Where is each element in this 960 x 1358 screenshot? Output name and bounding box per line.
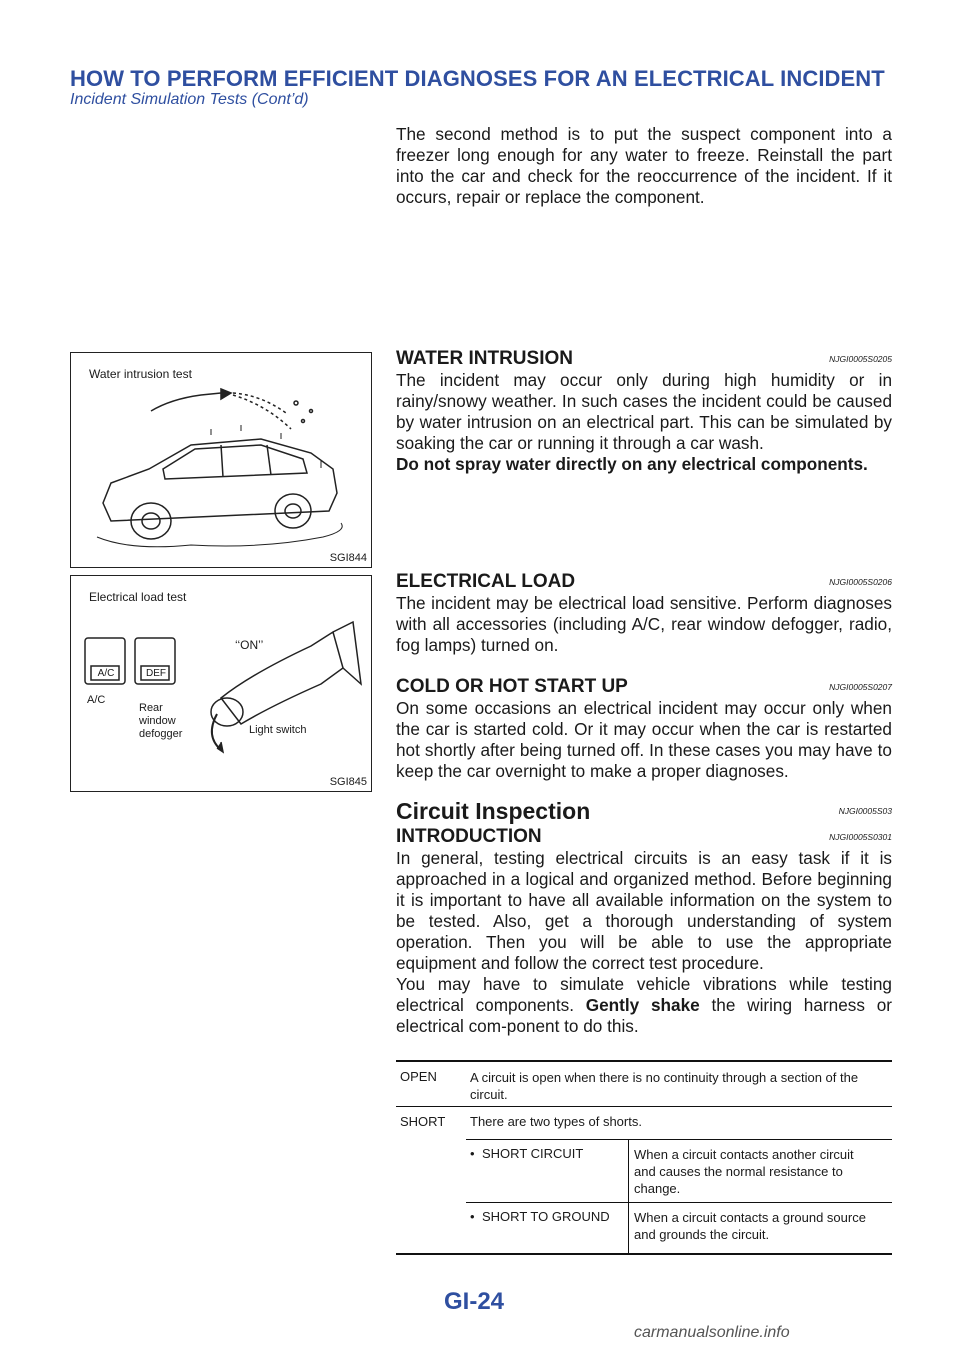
definition-cell: When a circuit contacts another circuit and causes the normal resistance to change. xyxy=(634,1147,854,1196)
water-intrusion-section xyxy=(396,348,892,475)
defogger-caption: Rear window defogger xyxy=(139,702,183,740)
figure-code: SGI845 xyxy=(329,776,367,788)
intro-paragraph: The second method is to put the suspect component into a freezer long enough for any water to freeze. Reinstall the part into the car and check for the reoccurrence of the incident. If it occurs, repair or replace the component. xyxy=(396,124,892,207)
column-divider xyxy=(628,1140,629,1202)
electrical-load-section xyxy=(396,571,892,656)
table-row xyxy=(396,1107,892,1139)
page-number: GI-24 xyxy=(444,1288,505,1315)
section-heading: ELECTRICAL LOAD NJGI0005S0206 xyxy=(396,571,892,592)
table-row xyxy=(466,1139,892,1202)
water-intrusion-figure xyxy=(70,352,372,568)
section-title: Circuit Inspection NJGI0005S03 xyxy=(396,798,892,824)
section-text: On some occasions an electrical incident may occur only when the car is started cold. Or it may occur when the car is restarted hot shortly after being turned off. In these cases you may have to keep the car overnight to make a proper diagnoses. xyxy=(396,698,892,781)
term-cell: SHORT xyxy=(400,1114,446,1129)
light-switch-caption: Light switch xyxy=(249,724,307,736)
electrical-load-figure xyxy=(70,575,372,792)
column-divider xyxy=(628,1203,629,1253)
circuit-inspection-section xyxy=(396,798,892,1037)
watermark-site: carmanualsonline.info xyxy=(634,1324,790,1341)
section-text: In general, testing electrical circuits is an easy task if it is approached in a logical and organized method. Before beginning it is important to have all available information on the system to be tested. Also, get a thorough understanding of system operation. Then you will be able to use the appropriate equipment and follow the correct test procedure. xyxy=(396,848,892,973)
term-cell: OPEN xyxy=(400,1069,437,1084)
warning-text: Do not spray water directly on any electrical components. xyxy=(396,454,868,474)
section-text: The incident may be electrical load sensitive. Perform diagnoses with all accessories (including A/C, rear window defogger, radio, fog lamps) turned on. xyxy=(396,593,892,655)
ac-button-label: A/C xyxy=(97,668,115,679)
on-caption: ‘‘ON’’ xyxy=(235,638,264,652)
figure-code: SGI844 xyxy=(329,552,367,564)
table-row xyxy=(396,1062,892,1107)
bullet: • xyxy=(470,1146,475,1161)
figure-title: Electrical load test xyxy=(89,590,187,604)
subsection-heading: INTRODUCTION NJGI0005S0301 xyxy=(396,826,892,847)
table-row xyxy=(466,1202,892,1253)
ac-caption: A/C xyxy=(87,694,106,706)
page-header-subtitle: Incident Simulation Tests (Cont’d) xyxy=(70,91,309,108)
section-heading: WATER INTRUSION NJGI0005S0205 xyxy=(396,348,892,369)
figure-title: Water intrusion test xyxy=(89,367,192,381)
circuit-definitions-table xyxy=(396,1060,892,1255)
term-cell: SHORT TO GROUND xyxy=(482,1209,610,1224)
section-text-2: You may have to simulate vehicle vibrations while testing electrical components. Gently shake the wiring harness or electrical com-ponent to do this. xyxy=(396,974,892,1036)
definition-cell: A circuit is open when there is no continuity through a section of the circuit. xyxy=(470,1070,859,1102)
def-button-label: DEF xyxy=(146,668,166,679)
term-cell: SHORT CIRCUIT xyxy=(482,1146,584,1161)
section-text: The incident may occur only during high humidity or in rainy/snowy weather. In such cases the incident could be caused by water intrusion on an electrical part. This can be simulated by soaking the car or running it through a car wash. xyxy=(396,370,892,453)
definition-cell: When a circuit contacts a ground source and grounds the circuit. xyxy=(634,1210,866,1242)
page-header-title: HOW TO PERFORM EFFICIENT DIAGNOSES FOR AN ELECTRICAL INCIDENT xyxy=(70,66,885,91)
bullet: • xyxy=(470,1209,475,1224)
definition-cell: There are two types of shorts. xyxy=(470,1114,642,1129)
section-heading: COLD OR HOT START UP NJGI0005S0207 xyxy=(396,676,892,697)
cold-hot-section xyxy=(396,676,892,782)
car-wash-illustration xyxy=(71,373,371,563)
